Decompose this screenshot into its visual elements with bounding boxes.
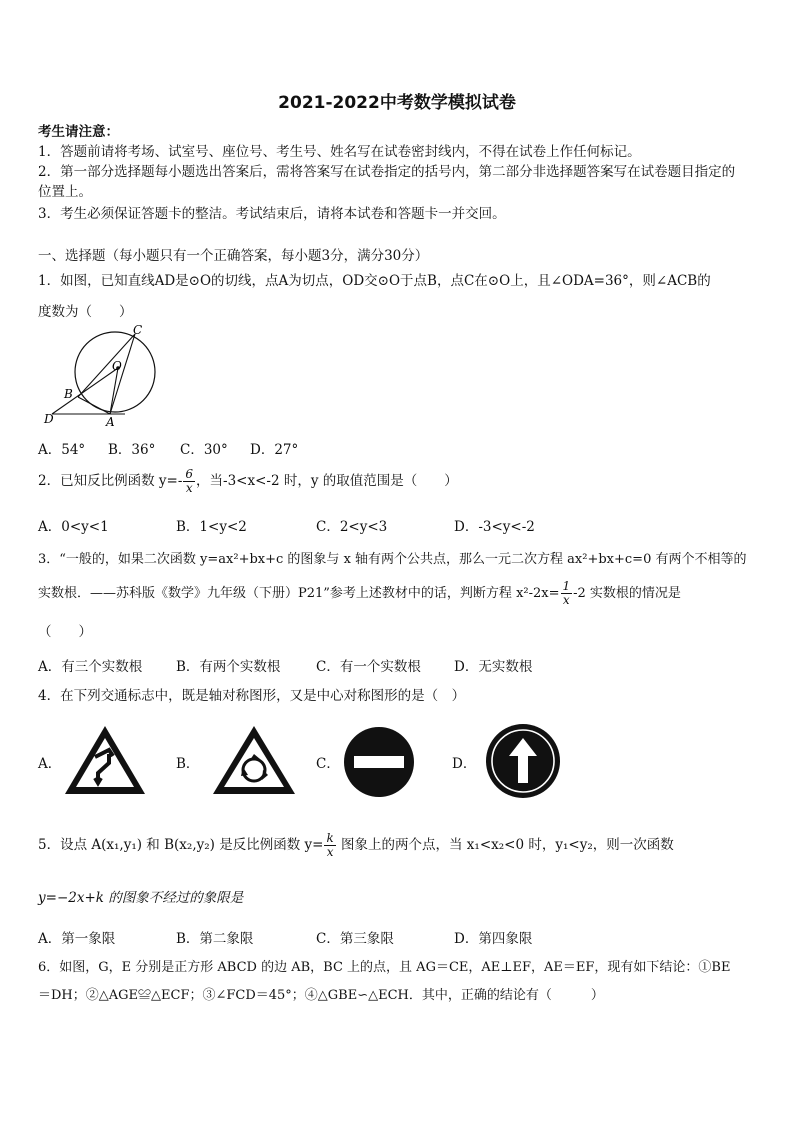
option-c[interactable]: C．第三象限: [316, 931, 394, 947]
fig-label-b: B: [64, 387, 73, 401]
question-6-text-2: ＝DH；②△AGE≌△ECF；③∠FCD＝45°；④△GBE∽△ECH．其中，正确的结论有（ ）: [38, 988, 604, 1003]
option-c[interactable]: C．30°: [180, 442, 228, 458]
curve-warning-sign-icon[interactable]: [62, 723, 148, 797]
page-title: 2021-2022中考数学模拟试卷: [278, 93, 516, 113]
question-2-options: [38, 515, 564, 535]
question-6-text: 6．如图，G，E 分别是正方形 ABCD 的边 AB，BC 上的点，且 AG＝CE，AE⊥EF，AE＝EF，现有如下结论：①BE: [38, 960, 731, 975]
notice-item: 2．第一部分选择题每小题选出答案后，需将答案写在试卷指定的括号内，第二部分非选择题答案写在试卷题目指定的: [38, 164, 736, 180]
option-c-label[interactable]: C．: [316, 756, 340, 772]
option-a[interactable]: A．0<y<1: [38, 519, 109, 535]
question-2-text: 2．已知反比例函数 y=- $\frac{6}{x}$ ，当-3<x<-2 时，y 的取值范围是（ ）: [38, 467, 458, 495]
notice-item: 1．答题前请将考场、试室号、座位号、考生号、姓名写在试卷密封线内，不得在试卷上作任何标记。: [38, 144, 641, 160]
question-1-text: 1．如图，已知直线AD是⊙O的切线，点A为切点，OD交⊙O于点B，点C在⊙O上，且∠ODA=36°，则∠ACB的: [38, 273, 711, 289]
notice-heading: 考生请注意：: [38, 124, 119, 140]
question-1-text-2: 度数为（ ）: [38, 304, 133, 320]
fig-label-c: C: [133, 323, 143, 337]
fig-label-o: O: [112, 359, 122, 373]
straight-ahead-sign-icon[interactable]: [485, 723, 561, 799]
fig-label-a: A: [106, 415, 115, 429]
question-1-figure: [40, 322, 170, 430]
option-d[interactable]: D．-3<y<-2: [454, 519, 535, 535]
question-3-text-3: （ ）: [38, 624, 92, 640]
question-3-text-2: 实数根．——苏科版《数学》九年级（下册）P21”参考上述教材中的话，判断方程 x²-2x= $\frac{1}{x}$ -2 实数根的情况是: [38, 579, 681, 607]
option-d[interactable]: D．无实数根: [454, 659, 533, 675]
option-a[interactable]: A．54°: [38, 442, 86, 458]
question-1-options: [38, 438, 320, 458]
question-5-text-2: y=−2x+k 的图象不经过的象限是: [38, 890, 244, 906]
question-5-text: 5．设点 A(x₁,y₁) 和 B(x₂,y₂) 是反比例函数 y= $\frac{k}{x}$ 图象上的两个点，当 x₁<x₂<0 时，y₁<y₂，则一次函数: [38, 831, 674, 859]
question-5-options: [38, 927, 564, 947]
option-a[interactable]: A．有三个实数根: [38, 659, 143, 675]
option-d[interactable]: D．第四象限: [454, 931, 533, 947]
section-heading: 一、选择题（每小题只有一个正确答案，每小题3分，满分30分）: [38, 248, 429, 264]
question-4-text: 4．在下列交通标志中，既是轴对称图形，又是中心对称图形的是（ ）: [38, 688, 466, 704]
option-c[interactable]: C．2<y<3: [316, 519, 388, 535]
option-b[interactable]: B．第二象限: [176, 931, 254, 947]
option-a-label[interactable]: A．: [38, 756, 62, 772]
notice-item: 位置上。: [38, 184, 92, 200]
option-b-label[interactable]: B．: [176, 756, 200, 772]
no-entry-sign-icon[interactable]: [342, 725, 416, 799]
option-b[interactable]: B．36°: [108, 442, 156, 458]
option-d-label[interactable]: D．: [452, 756, 477, 772]
option-b[interactable]: B．1<y<2: [176, 519, 247, 535]
roundabout-warning-sign-icon[interactable]: [210, 723, 298, 797]
option-d[interactable]: D．27°: [250, 442, 299, 458]
option-b[interactable]: B．有两个实数根: [176, 659, 281, 675]
question-3-options: [38, 655, 564, 675]
question-3-text: 3．“一般的，如果二次函数 y=ax²+bx+c 的图象与 x 轴有两个公共点，那么一元二次方程 ax²+bx+c=0 有两个不相等的: [38, 552, 747, 567]
option-a[interactable]: A．第一象限: [38, 931, 116, 947]
fig-label-d: D: [44, 412, 54, 426]
option-c[interactable]: C．有一个实数根: [316, 659, 421, 675]
notice-item: 3．考生必须保证答题卡的整洁。考试结束后，请将本试卷和答题卡一并交回。: [38, 206, 506, 222]
